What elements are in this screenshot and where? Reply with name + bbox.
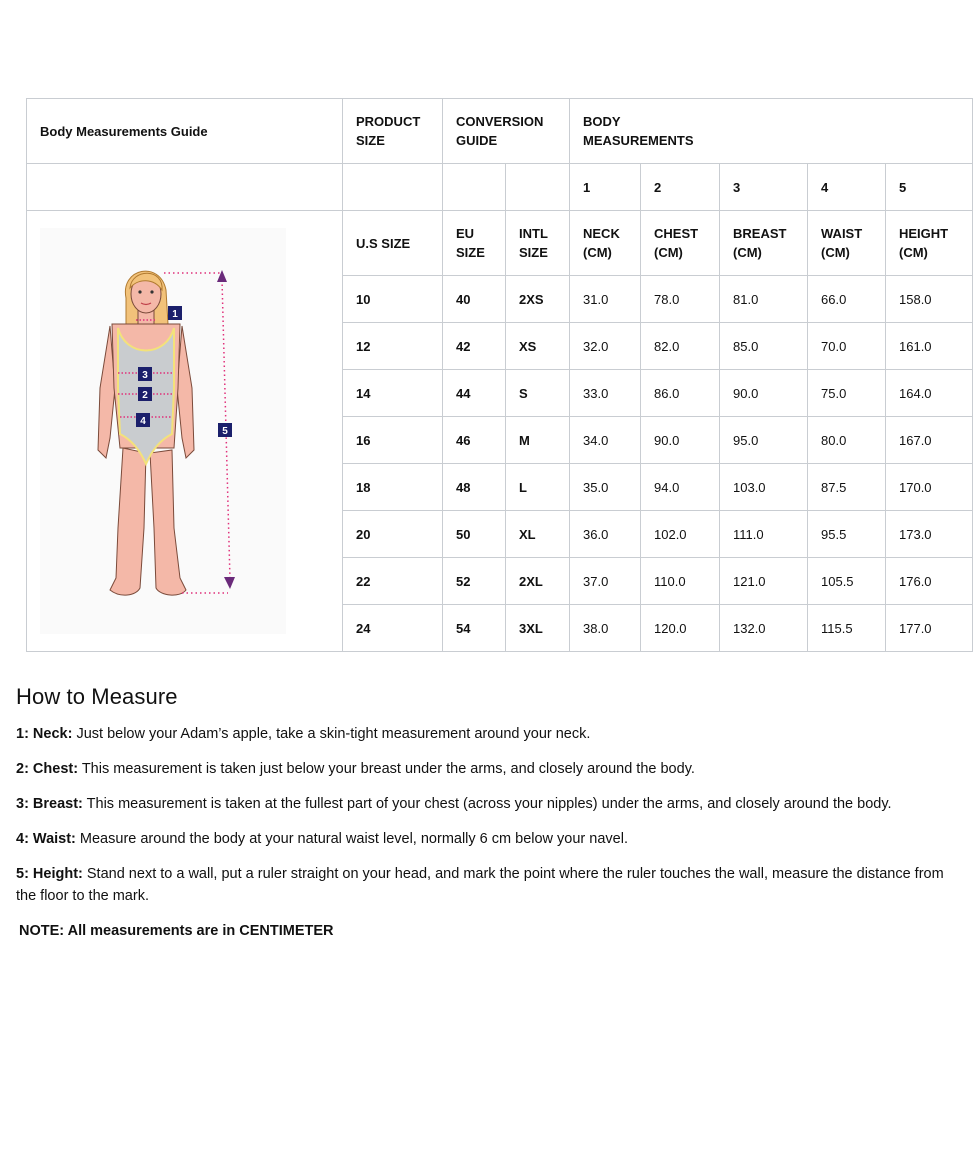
table-cell: 95.0 [720,417,808,464]
table-cell: 161.0 [886,323,973,370]
table-cell: 32.0 [570,323,641,370]
table-cell: 170.0 [886,464,973,511]
table-cell: 31.0 [570,276,641,323]
instruction-text: This measurement is taken just below your breast under the arms, and closely around the body. [78,761,695,777]
col-header-us-size: U.S SIZE [343,211,443,276]
table-cell: 10 [343,276,443,323]
marker-3 [138,367,152,381]
table-cell: 173.0 [886,511,973,558]
empty-cell [443,164,506,211]
marker-1 [168,306,182,320]
marker-5-label: 5 [222,426,228,437]
marker-5 [218,423,232,437]
table-cell: 120.0 [641,605,720,652]
marker-2 [138,387,152,401]
measure-number-3: 3 [720,164,808,211]
table-cell: 82.0 [641,323,720,370]
instruction-label: 3: Breast: [16,796,83,812]
table-cell: 12 [343,323,443,370]
col-header-eu-size: EU SIZE [443,211,506,276]
instruction-chest [16,758,966,780]
table-cell: 48 [443,464,506,511]
col-header-neck: NECK (CM) [570,211,641,276]
how-to-measure-title: How to Measure [16,684,178,709]
table-cell: 2XS [506,276,570,323]
table-cell: 80.0 [808,417,886,464]
table-cell: XS [506,323,570,370]
table-cell: 50 [443,511,506,558]
marker-4-label: 4 [140,416,146,427]
table-cell: 2XL [506,558,570,605]
table-cell: 35.0 [570,464,641,511]
measure-number-4: 4 [808,164,886,211]
table-cell: 102.0 [641,511,720,558]
table-cell: 111.0 [720,511,808,558]
col-header-height: HEIGHT (CM) [886,211,973,276]
table-cell: 90.0 [720,370,808,417]
table-cell: 103.0 [720,464,808,511]
col-header-chest: CHEST (CM) [641,211,720,276]
table-cell: 66.0 [808,276,886,323]
body-figure-cell [27,211,343,652]
table-cell: XL [506,511,570,558]
instruction-waist [16,828,966,850]
table-cell: 87.5 [808,464,886,511]
table-title: Body Measurements Guide [27,99,343,164]
size-chart-table [26,98,973,652]
table-cell: 95.5 [808,511,886,558]
table-cell: 16 [343,417,443,464]
table-cell: 86.0 [641,370,720,417]
measure-number-5: 5 [886,164,973,211]
product-size-header: PRODUCT SIZE [343,99,443,164]
table-cell: 22 [343,558,443,605]
col-header-breast: BREAST (CM) [720,211,808,276]
table-cell: 52 [443,558,506,605]
instruction-neck [16,723,966,745]
empty-cell [506,164,570,211]
measure-number-1: 1 [570,164,641,211]
empty-cell [27,164,343,211]
table-cell: M [506,417,570,464]
table-cell: 42 [443,323,506,370]
table-cell: 121.0 [720,558,808,605]
instruction-breast [16,793,966,815]
table-cell: 38.0 [570,605,641,652]
table-cell: 33.0 [570,370,641,417]
table-cell: 167.0 [886,417,973,464]
table-cell: 94.0 [641,464,720,511]
note-text: NOTE: All measurements are in CENTIMETER [19,923,334,939]
table-cell: 36.0 [570,511,641,558]
body-figure-illustration [40,228,286,634]
how-to-measure-section [16,683,966,942]
instruction-label: 4: Waist: [16,831,76,847]
table-cell: 75.0 [808,370,886,417]
table-cell: 54 [443,605,506,652]
table-cell: 158.0 [886,276,973,323]
marker-1-label: 1 [172,309,178,320]
table-cell: 115.5 [808,605,886,652]
instruction-height [16,863,966,907]
table-cell: 34.0 [570,417,641,464]
instruction-text: Stand next to a wall, put a ruler straight on your head, and mark the point where the ruler touches the wall, measure the distance from the floor to the mark. [16,866,944,904]
table-cell: 105.5 [808,558,886,605]
marker-2-label: 2 [142,390,148,401]
table-cell: 3XL [506,605,570,652]
col-header-intl-size: INTL SIZE [506,211,570,276]
body-measurements-header: BODY MEASUREMENTS [570,99,973,164]
conversion-guide-header: CONVERSION GUIDE [443,99,570,164]
table-cell: 85.0 [720,323,808,370]
marker-3-label: 3 [142,370,148,381]
marker-4 [136,413,150,427]
table-cell: 24 [343,605,443,652]
instruction-label: 1: Neck: [16,726,73,742]
instruction-label: 5: Height: [16,866,83,882]
table-cell: 81.0 [720,276,808,323]
instruction-text: This measurement is taken at the fullest part of your chest (across your nipples) under the arms, and closely around the body. [82,796,892,812]
table-cell: 176.0 [886,558,973,605]
table-cell: 40 [443,276,506,323]
table-cell: 132.0 [720,605,808,652]
table-cell: 78.0 [641,276,720,323]
table-cell: 46 [443,417,506,464]
table-cell: S [506,370,570,417]
instruction-label: 2: Chest: [16,761,79,777]
body-figure [40,228,286,634]
table-cell: 90.0 [641,417,720,464]
measure-number-2: 2 [641,164,720,211]
table-cell: 18 [343,464,443,511]
table-cell: 37.0 [570,558,641,605]
table-cell: 14 [343,370,443,417]
table-cell: 44 [443,370,506,417]
table-cell: 20 [343,511,443,558]
instruction-text: Just below your Adam’s apple, take a skin-tight measurement around your neck. [72,726,591,742]
table-cell: 164.0 [886,370,973,417]
col-header-waist: WAIST (CM) [808,211,886,276]
table-cell: 177.0 [886,605,973,652]
table-cell: 70.0 [808,323,886,370]
empty-cell [343,164,443,211]
table-cell: L [506,464,570,511]
table-cell: 110.0 [641,558,720,605]
instruction-text: Measure around the body at your natural waist level, normally 6 cm below your navel. [75,831,628,847]
